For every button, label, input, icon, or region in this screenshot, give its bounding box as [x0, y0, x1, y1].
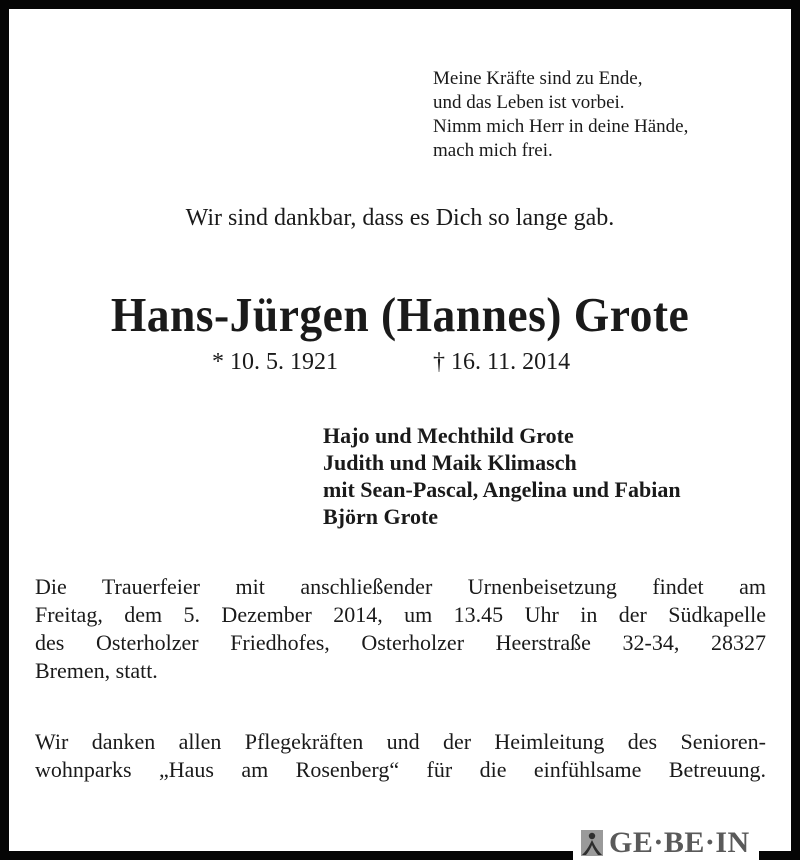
mourner: Judith und Maik Klimasch	[323, 450, 577, 475]
thanks-notice-line: Wir danken allen Pflegekräften und der Heimleitung des Senioren-	[35, 729, 766, 754]
publisher-logo	[573, 826, 759, 860]
birth-date: * 10. 5. 1921	[212, 349, 338, 375]
verse-line: Nimm mich Herr in deine Hände,	[433, 116, 689, 137]
verse-line: mach mich frei.	[433, 140, 553, 161]
mourners-list	[323, 422, 681, 530]
logo-text: GE·BE·IN	[609, 826, 750, 859]
funeral-notice-line: des Osterholzer Friedhofes, Osterholzer Heerstraße 32-34, 28327	[35, 630, 766, 655]
funeral-notice-line: Freitag, dem 5. Dezember 2014, um 13.45 Uhr in der Südkapelle	[35, 602, 766, 627]
mourner: Björn Grote	[323, 504, 439, 529]
funeral-notice-line: Bremen, statt.	[35, 658, 158, 683]
funeral-notice	[35, 573, 766, 685]
gratitude-line: Wir sind dankbar, dass es Dich so lange gab.	[185, 205, 615, 231]
funeral-notice-line: Die Trauerfeier mit anschließender Urnenbeisetzung findet am	[35, 574, 766, 599]
mourner: mit Sean-Pascal, Angelina und Fabian	[323, 477, 681, 502]
deceased-name: Hans-Jürgen (Hannes) Grote	[110, 287, 690, 342]
verse-line: Meine Kräfte sind zu Ende,	[433, 68, 643, 89]
verse	[433, 67, 688, 163]
verse-line: und das Leben ist vorbei.	[433, 92, 625, 113]
thanks-notice-line: wohnparks „Haus am Rosenberg“ für die einfühlsame Betreuung.	[35, 757, 766, 782]
gebein-logo-icon	[581, 830, 603, 856]
thanks-notice	[35, 728, 766, 784]
mourner: Hajo und Mechthild Grote	[323, 423, 574, 448]
death-date: † 16. 11. 2014	[433, 349, 571, 375]
